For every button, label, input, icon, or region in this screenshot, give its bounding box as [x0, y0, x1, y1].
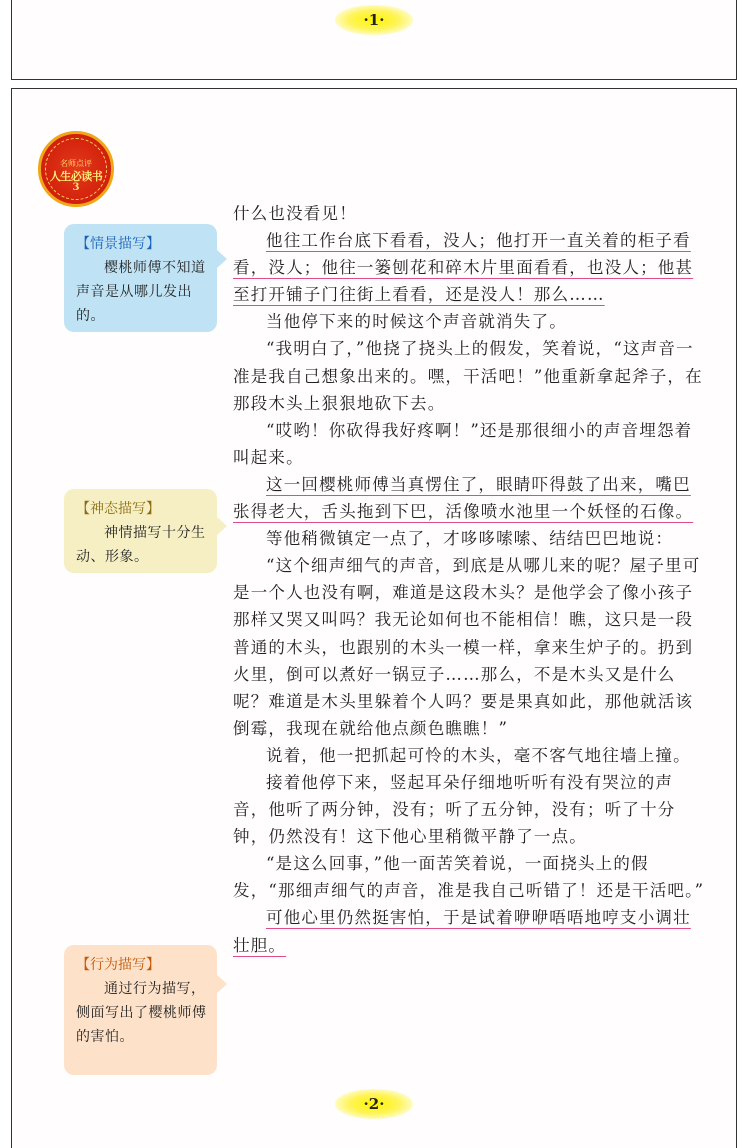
paragraph: “哎哟！你砍得我好疼啊！”还是那很细小的声音埋怨着叫起来。: [233, 420, 693, 467]
story-text: [233, 200, 705, 959]
annotation-body: 樱桃师傅不知道声音是从哪儿发出的。: [76, 260, 206, 324]
annotation-scene-description: [64, 224, 217, 332]
underlined-passage: 可他心里仍然挺害怕，于是试着咿咿唔唔地哼支小调壮壮胆。: [233, 908, 691, 955]
paragraph: 什么也没看见！: [233, 204, 357, 223]
annotation-behavior-description: [64, 945, 217, 1075]
paragraph: [233, 227, 705, 308]
page-number: ·2·: [335, 1089, 413, 1119]
annotation-body: 通过行为描写，侧面写出了樱桃师傅的害怕。: [76, 981, 207, 1045]
paragraph: 当他停下来的时候这个声音就消失了。: [266, 312, 567, 332]
paragraph: “是这么回事，”他一面苦笑着说，一面挠头上的假发，“那细声细气的声音，准是我自己听错了！还是干活吧。”: [233, 854, 705, 901]
badge-line1: 名师点评: [60, 159, 92, 168]
underlined-passage: 这一回樱桃师傅当真愣住了，眼睛吓得鼓了出来，嘴巴张得老大，舌头拖到下巴，活像喷水池里一个妖怪的石像。: [233, 474, 694, 522]
paragraph: [233, 471, 705, 525]
paragraph: [233, 904, 705, 958]
paragraph: “这个细声细气的声音，到底是从哪儿来的呢？屋子里可是一个人也没有啊，难道是这段木头？是他学会了像小孩子那样又哭又叫吗？我无论如何也不能相信！瞧，这只是一段普通的木头，也跟别的木头一模一样，拿来生炉子的。扔到火里，倒可以煮好一锅豆子……那么，不是木头又是什么呢？难道是木头里躲着个人吗？要是果真如此，那他就活该倒霉，我现在就给他点颜色瞧瞧！”: [233, 556, 701, 738]
underlined-passage: 他往工作台底下看看，没人；他打开一直关着的柜子看看，没人；他往一篓刨花和碎木片里面看看，也没人；他甚至打开铺子门往街上看看，还是没人！那么……: [233, 231, 694, 305]
annotation-title: 【行为描写】: [76, 957, 160, 973]
badge-line2: 人生必读书: [49, 170, 103, 183]
annotation-title: 【情景描写】: [76, 236, 160, 252]
badge-line3: 3: [72, 182, 80, 193]
annotation-expression-description: [64, 489, 217, 573]
page-2: [11, 88, 737, 1148]
recommended-reading-badge-logo: [38, 131, 114, 207]
annotation-title: 【神态描写】: [76, 501, 160, 517]
page-1: [11, 0, 737, 80]
paragraph: 接着他停下来，竖起耳朵仔细地听听有没有哭泣的声音，他听了两分钟，没有；听了五分钟，没有；听了十分钟，仍然没有！这下他心里稍微平静了一点。: [233, 772, 676, 847]
paragraph: 说着，他一把抓起可怜的木头，毫不客气地往墙上撞。: [266, 745, 691, 765]
paragraph: “我明白了，”他挠了挠头上的假发，笑着说，“这声音一准是我自己想象出来的。嘿，干活吧！”他重新拿起斧子，在那段木头上狠狠地砍下去。: [233, 339, 703, 413]
paragraph: 等他稍微镇定一点了，才哆哆嗦嗦、结结巴巴地说：: [266, 529, 674, 549]
page-number: ·1·: [335, 5, 413, 35]
annotation-body: 神情描写十分生动、形象。: [76, 525, 206, 565]
